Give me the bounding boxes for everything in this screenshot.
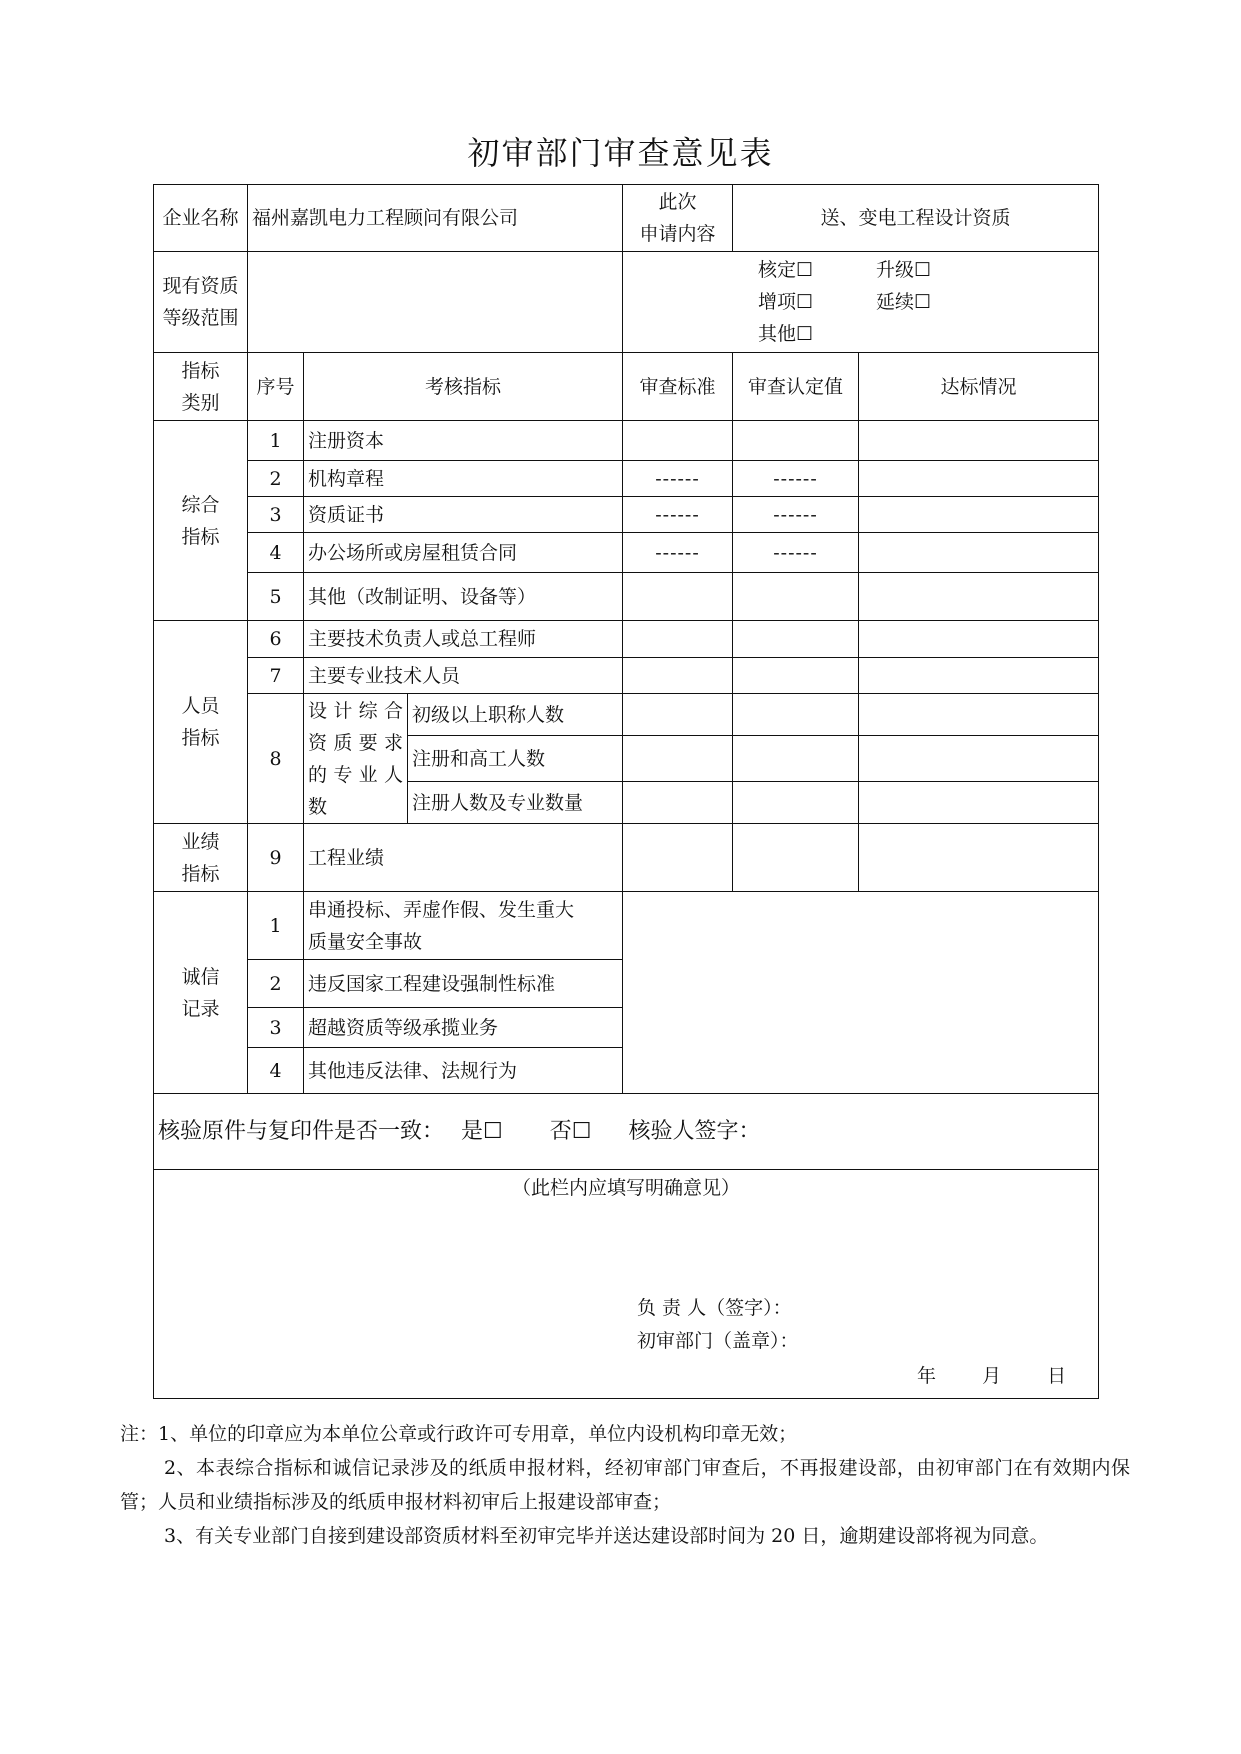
standard-cell[interactable] (623, 421, 733, 461)
table-row (154, 824, 1099, 892)
group-integrity-line-1: 诚信 (181, 965, 220, 988)
standard-cell[interactable] (623, 824, 733, 892)
row-indicator: 资质证书 (304, 497, 623, 533)
value-dash: ------ (733, 497, 859, 533)
row-indicator: 超越资质等级承揽业务 (304, 1008, 623, 1048)
row8-line-3: 的专业人 (308, 763, 403, 786)
row-seq: 5 (248, 573, 304, 621)
col-standard: 审查标准 (623, 353, 733, 421)
row-seq: 2 (248, 461, 304, 497)
apply-label-line-1: 此次 (658, 191, 697, 213)
standard-dash: ------ (623, 497, 733, 533)
row8-line-4: 数 (308, 795, 328, 818)
option-verify-checkbox[interactable]: 核定☐ (758, 259, 814, 281)
row8-indicator (304, 694, 408, 824)
status-cell[interactable] (859, 782, 1099, 824)
group-integrity-label (154, 892, 248, 1094)
row-indicator: 机构章程 (304, 461, 623, 497)
table-row (154, 497, 1099, 533)
value-cell[interactable] (733, 782, 859, 824)
standard-cell[interactable] (623, 621, 733, 658)
table-row (154, 573, 1099, 621)
dept-seal-label: 初审部门（盖章）： (637, 1330, 799, 1352)
opinion-hint: （此栏内应填写明确意见） (512, 1177, 741, 1199)
page-title: 初审部门审查意见表 (467, 134, 774, 172)
row8-sub-indicator: 初级以上职称人数 (408, 694, 623, 736)
standard-cell[interactable] (623, 736, 733, 782)
verify-yes-checkbox[interactable]: 是☐ (461, 1118, 503, 1144)
row-seq: 9 (248, 824, 304, 892)
group-performance-label (154, 824, 248, 892)
col-category-line-2: 类别 (181, 391, 220, 414)
value-cell[interactable] (733, 421, 859, 461)
group-general-line-2: 指标 (181, 525, 220, 548)
apply-content-value[interactable]: 送、变电工程设计资质 (733, 185, 1099, 252)
table-row (154, 694, 1099, 736)
verify-row (154, 1094, 1099, 1170)
qual-label-line-2: 等级范围 (162, 307, 239, 329)
status-cell[interactable] (859, 694, 1099, 736)
row8-sub-indicator: 注册和高工人数 (408, 736, 623, 782)
qualification-row (154, 252, 1099, 353)
integrity-1-line-1: 串通投标、弄虚作假、发生重大 (308, 898, 575, 921)
value-cell[interactable] (733, 621, 859, 658)
group-performance-line-1: 业绩 (181, 830, 220, 853)
row-indicator (304, 892, 623, 960)
status-cell[interactable] (859, 736, 1099, 782)
row-seq: 6 (248, 621, 304, 658)
qualification-label (154, 252, 248, 353)
standard-cell[interactable] (623, 694, 733, 736)
group-personnel-line-1: 人员 (181, 695, 220, 717)
date-year: 年 (917, 1365, 937, 1387)
leader-signature-label: 负 责 人（签字）： (637, 1297, 792, 1319)
opinion-row (154, 1170, 1099, 1399)
verify-question: 核验原件与复印件是否一致： (158, 1118, 445, 1144)
option-add-item-checkbox[interactable]: 增项☐ (758, 291, 814, 313)
standard-dash: ------ (623, 533, 733, 573)
status-cell[interactable] (859, 461, 1099, 497)
integrity-notes-cell[interactable] (623, 892, 1099, 1094)
status-cell[interactable] (859, 421, 1099, 461)
review-form-table (153, 184, 1099, 1399)
row-indicator: 其他违反法律、法规行为 (304, 1048, 623, 1094)
row-seq: 2 (248, 960, 304, 1008)
col-category-line-1: 指标 (181, 359, 220, 382)
status-cell[interactable] (859, 621, 1099, 658)
group-general-line-1: 综合 (181, 493, 220, 516)
note-1: 注：1、单位的印章应为本单位公章或行政许可专用章，单位内设机构印章无效； (120, 1423, 798, 1445)
row-seq: 4 (248, 533, 304, 573)
verify-cell (154, 1094, 1099, 1170)
value-cell[interactable] (733, 694, 859, 736)
integrity-1-line-2: 质量安全事故 (308, 930, 423, 953)
verify-no-checkbox[interactable]: 否☐ (549, 1118, 592, 1144)
table-row (154, 421, 1099, 461)
date-month: 月 (982, 1365, 1002, 1387)
group-personnel-label (154, 621, 248, 824)
standard-cell[interactable] (623, 782, 733, 824)
group-performance-line-2: 指标 (181, 862, 220, 885)
date-line (917, 1360, 1066, 1392)
value-cell[interactable] (733, 736, 859, 782)
row-indicator: 办公场所或房屋租赁合同 (304, 533, 623, 573)
table-row (154, 533, 1099, 573)
table-row (154, 892, 1099, 960)
row8-sub-indicator: 注册人数及专业数量 (408, 782, 623, 824)
value-dash: ------ (733, 461, 859, 497)
value-dash: ------ (733, 533, 859, 573)
row-seq: 1 (248, 421, 304, 461)
apply-label-line-2: 申请内容 (639, 223, 716, 245)
value-cell[interactable] (733, 824, 859, 892)
value-cell[interactable] (733, 658, 859, 694)
column-header-row (154, 353, 1099, 421)
row-seq: 1 (248, 892, 304, 960)
row-seq: 3 (248, 497, 304, 533)
row-seq: 8 (248, 694, 304, 824)
apply-content-label (623, 185, 733, 252)
row8-line-2: 资质要求 (308, 731, 403, 754)
status-cell[interactable] (859, 658, 1099, 694)
table-row (154, 461, 1099, 497)
standard-cell[interactable] (623, 658, 733, 694)
qualification-value[interactable] (248, 252, 623, 353)
col-value: 审查认定值 (733, 353, 859, 421)
company-row (154, 185, 1099, 252)
row-seq: 7 (248, 658, 304, 694)
verify-signer-label: 核验人签字： (628, 1118, 761, 1144)
row-indicator: 工程业绩 (304, 824, 623, 892)
row-indicator: 主要技术负责人或总工程师 (304, 621, 623, 658)
col-indicator: 考核指标 (304, 353, 623, 421)
col-category (154, 353, 248, 421)
group-general-label (154, 421, 248, 621)
note-2: 2、本表综合指标和诚信记录涉及的纸质申报材料，经初审部门审查后，不再报建设部，由初审部门在有效期内保管；人员和业绩指标涉及的纸质申报材料初审后上报建设部审查； (120, 1457, 1130, 1513)
standard-cell[interactable] (623, 573, 733, 621)
status-cell[interactable] (859, 533, 1099, 573)
row-indicator: 主要专业技术人员 (304, 658, 623, 694)
option-renew-checkbox[interactable]: 延续☐ (876, 291, 932, 313)
standard-dash: ------ (623, 461, 733, 497)
col-seq: 序号 (248, 353, 304, 421)
status-cell[interactable] (859, 824, 1099, 892)
row-seq: 3 (248, 1008, 304, 1048)
option-upgrade-checkbox[interactable]: 升级☐ (876, 259, 932, 281)
row8-line-1: 设计综合 (308, 699, 403, 722)
row-indicator: 违反国家工程建设强制性标准 (304, 960, 623, 1008)
note-3: 3、有关专业部门自接到建设部资质材料至初审完毕并送达建设部时间为 20 日，逾期建设部将视为同意。 (164, 1525, 1049, 1547)
company-label: 企业名称 (154, 185, 248, 252)
row-indicator: 注册资本 (304, 421, 623, 461)
application-type-options (623, 252, 1099, 353)
option-other-checkbox[interactable]: 其他☐ (758, 323, 814, 345)
row-indicator: 其他（改制证明、设备等） (304, 573, 623, 621)
group-integrity-line-2: 记录 (181, 997, 220, 1020)
status-cell[interactable] (859, 573, 1099, 621)
group-personnel-line-2: 指标 (181, 727, 220, 749)
opinion-cell[interactable] (154, 1170, 1099, 1399)
col-status: 达标情况 (859, 353, 1099, 421)
row-seq: 4 (248, 1048, 304, 1094)
notes (120, 1417, 1130, 1553)
value-cell[interactable] (733, 573, 859, 621)
company-name[interactable]: 福州嘉凯电力工程顾问有限公司 (248, 185, 623, 252)
qual-label-line-1: 现有资质 (162, 275, 239, 297)
status-cell[interactable] (859, 497, 1099, 533)
table-row (154, 621, 1099, 658)
date-day: 日 (1047, 1365, 1067, 1387)
table-row (154, 658, 1099, 694)
